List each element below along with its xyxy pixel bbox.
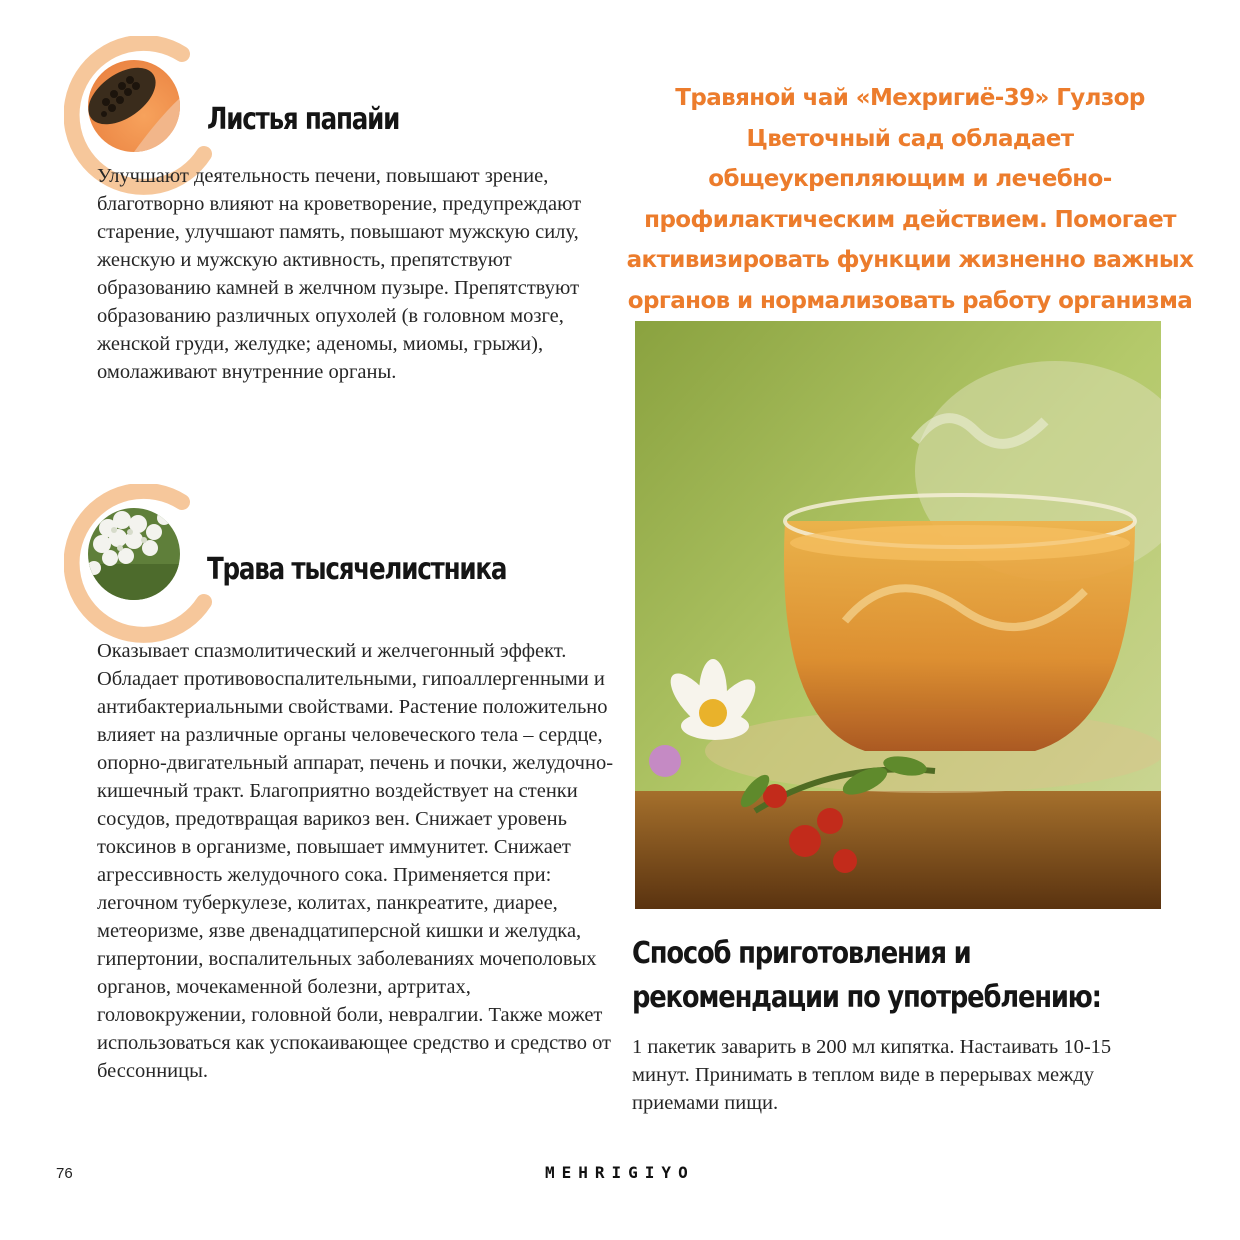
tea-cup-photo <box>635 321 1161 909</box>
section-text-papaya: Улучшают деятельность печени, повышают зрение, благотворно влияют на кроветворение, предупреждают старение, улучшают память, повышают мужскую силу, женскую и мужскую активность, препятствуют образованию камней в желчном пузыре. Препятствуют образованию различных опухолей (в головном мозге, женской груди, желудке; аденомы, миомы, грыжи), омолаживают внутренние органы. <box>97 165 582 383</box>
section-title-papaya: Листья папайи <box>207 102 400 137</box>
method-title: Способ приготовления и рекомендации по употреблению: <box>632 936 1101 1015</box>
method-text: 1 пакетик заварить в 200 мл кипятка. Настаивать 10-15 минут. Принимать в теплом виде в перерывах между приемами пищи. <box>632 1036 1112 1114</box>
yarrow-icon <box>64 484 224 644</box>
promo-text: Травяной чай «Мехригиё-39» Гулзор Цветочный сад обладает общеукрепляющим и лечебно-профилактическим действием. Помогает активизировать функции жизненно важных органов и нормализовать работу организма <box>626 85 1194 314</box>
section-title-yarrow: Трава тысячелистника <box>207 552 507 587</box>
yarrow-badge <box>64 484 224 644</box>
page-number: 76 <box>56 1165 73 1182</box>
brand-logo: MEHRIGIYO <box>545 1163 695 1182</box>
section-text-yarrow: Оказывает спазмолитический и желчегонный эффект. Обладает противовоспалительными, гипоаллергенными и антибактериальными свойствами. Растение положительно влияет на различные органы человеческого тела – сердце, опорно-двигательный аппарат, печень и почки, желудочно-кишечный тракт. Благоприятно воздействует на стенки сосудов, предотвращая варикоз вен. Снижает уровень токсинов в организме, повышает иммунитет. Снижает агрессивность желудочного сока. Применяется при: легочном туберкулезе, колитах, панкреатите, диарее, метеоризме, язве двенадцатиперсной кишки и желудка, гипертонии, воспалительных заболеваниях мочеполовых органов, мочекаменной болезни, артритах, головокружении, головной боли, невралгии. Также может использоваться как успокаивающее средство и средство от бессонницы. <box>97 640 614 1082</box>
